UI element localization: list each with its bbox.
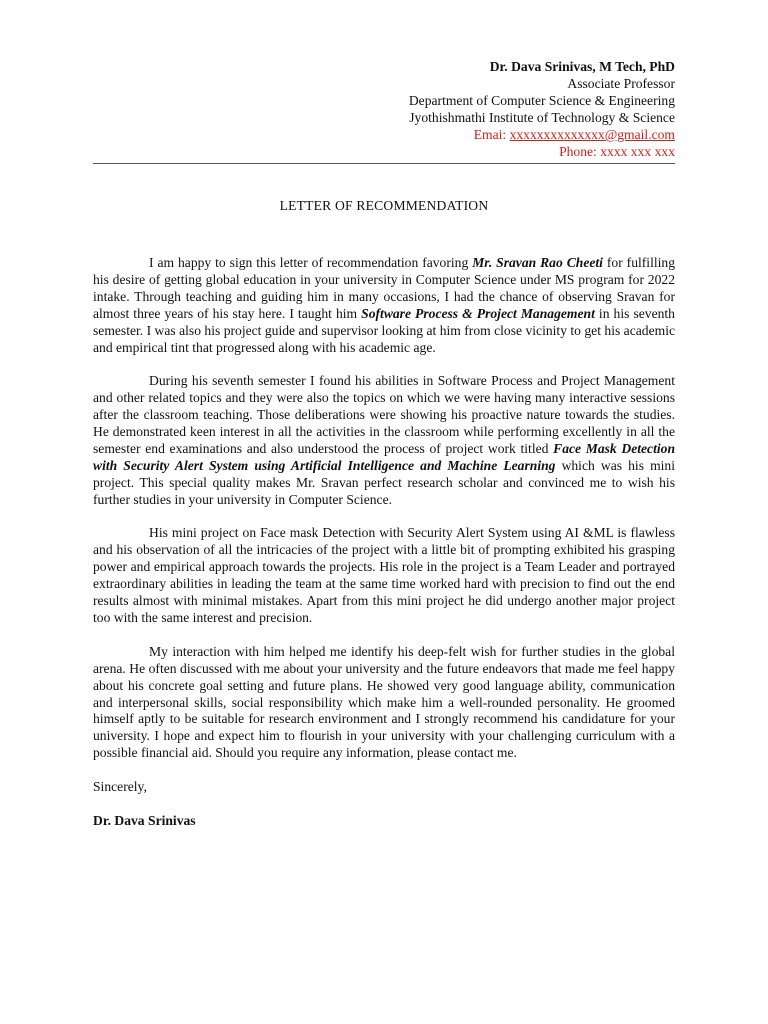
paragraph-4: My interaction with him helped me identify his deep-felt wish for further studies in the global arena. He often discussed with me about your university and the future endeavors that made me feel happy about his concrete goal setting and future plans. He showed very good language ability, communication and interpersonal skills, social responsibility which make him a well-rounded personality. He groomed himself aptly to be suitable for research environment and I strongly recommend his candidature for your university. I hope and expect him to flourish in your university with your challenging curriculum with a possible financial aid. Should you require any information, please contact me. <box>93 643 675 761</box>
author-name: Dr. Dava Srinivas, M Tech, PhD <box>489 59 675 74</box>
paragraph-3: His mini project on Face mask Detection with Security Alert System using AI &ML is flawless and his observation of all the intricacies of the project with a little bit of prompting exhibited his grasping power and empirical approach towards the projects. His role in the project is a Team Leader and portrayed extraordinary abilities in leading the team at the same time worked hard with precision to find out the end results almost with minimal mistakes. Apart from this mini project he did undergo another major project too with the same interest and precision. <box>93 525 675 625</box>
phone-line: Phone: xxxx xxx xxx <box>559 144 675 159</box>
project-title: Face Mask Detection with Security Alert System using Artificial Intelligence and Machine Learning <box>93 440 675 473</box>
candidate-name: Mr. Sravan Rao Cheeti <box>472 255 603 270</box>
p2-text-a: During his seventh semester I found his abilities in Software Process and Project Management and other related topics and they were also the topics on which we were having many interactive sessions after the classroom teaching. Those deliberations were showing his proactive nature towards the studies. He demonstrated keen interest in all the activities in the classroom while performing excellently in all the semester end examinations and also understood the process of project work titled <box>93 373 675 456</box>
p1-text-a: I am happy to sign this letter of recommendation favoring <box>149 255 473 270</box>
p1-text-e: in his seventh semester. I was also his project guide and supervisor looking at him from close vicinity to get his academic and empirical tint that progressed along with his academic age. <box>93 305 675 355</box>
email-link[interactable]: xxxxxxxxxxxxxx@gmail.com <box>509 127 675 142</box>
signature-name: Dr. Dava Srinivas <box>93 812 196 828</box>
letterhead <box>409 58 675 160</box>
paragraph-2 <box>93 373 675 508</box>
closing: Sincerely, <box>93 779 147 795</box>
email-line <box>409 126 675 143</box>
email-label: Emai: <box>473 127 510 142</box>
p2-text-c: which was his mini project. This special quality makes Mr. Sravan perfect research scholar and convinced me to wish his further studies in your university in Computer Science. <box>93 457 676 507</box>
author-institute: Jyothishmathi Institute of Technology & Science <box>409 110 675 125</box>
subject-name: Software Process & Project Management <box>361 305 595 321</box>
letter-body <box>93 255 675 847</box>
author-position: Associate Professor <box>567 76 675 91</box>
paragraph-1 <box>93 255 675 356</box>
author-department: Department of Computer Science & Engineering <box>408 93 675 108</box>
p1-text-c: for fulfilling his desire of getting global education in your university in Computer Science under MS program for 2022 intake. Through teaching and guiding him in many occasions, I had the chance of observing Sravan for almost three years of his stay here. I taught him <box>93 255 675 321</box>
letter-title: LETTER OF RECOMMENDATION <box>279 198 489 213</box>
header-divider <box>93 163 675 164</box>
